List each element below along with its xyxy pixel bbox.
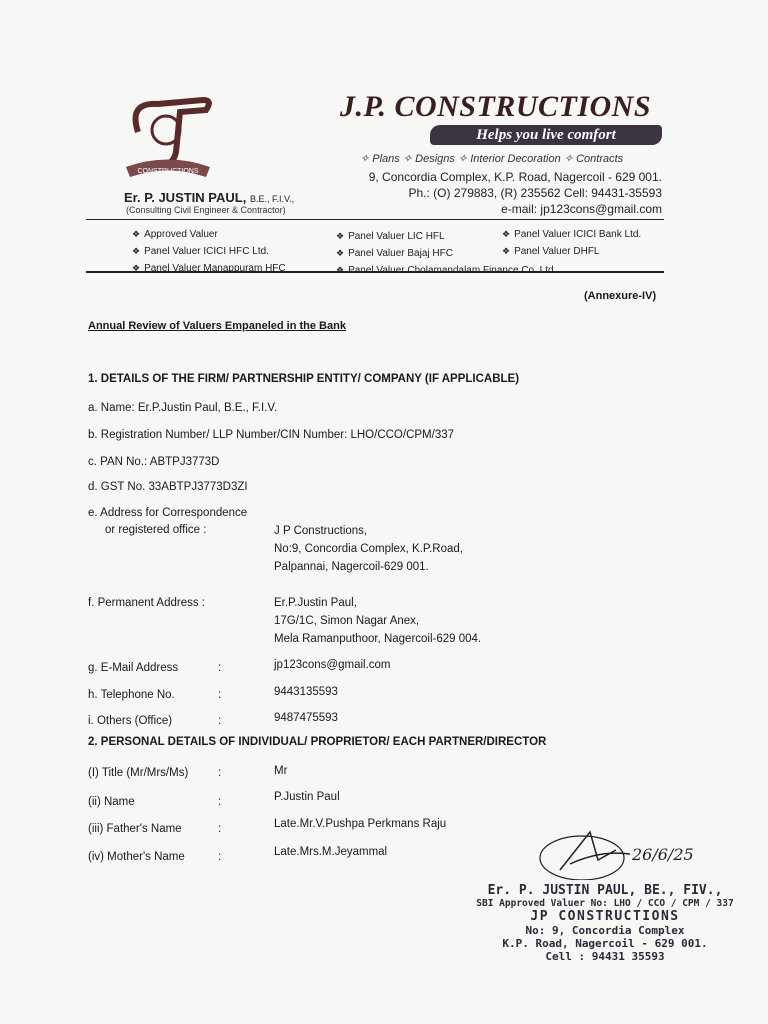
colon: : [218,823,222,835]
tagline: Helps you live comfort [430,125,662,145]
email-label: g. E-Mail Address [88,662,179,674]
service-item: Contracts [576,153,624,165]
mother-name-label: (iv) Mother's Name [88,851,185,863]
panel-item: Panel Valuer Manappuram HFC [144,263,286,274]
address-line: No:9, Concordia Complex, K.P.Road, [274,543,463,555]
father-name-label: (iii) Father's Name [88,823,182,835]
title-label: (I) Title (Mr/Mrs/Ms) [88,767,189,779]
divider [86,271,664,273]
stamp-line: JP CONSTRUCTIONS [530,909,680,924]
official-stamp [470,883,740,963]
engineer-name: Er. P. JUSTIN PAUL, B.E., F.I.V., [124,190,295,205]
panel-item: Panel Valuer ICICI HFC Ltd. [144,246,269,257]
person-name-value: P.Justin Paul [274,791,340,803]
letterhead-phone: Ph.: (O) 279883, (R) 235562 Cell: 94431-35593 [408,186,662,200]
section-1-heading: 1. DETAILS OF THE FIRM/ PARTNERSHIP ENTITY/ COMPANY (IF APPLICABLE) [88,373,520,385]
title-value: Mr [274,765,288,777]
father-name-value: Late.Mr.V.Pushpa Perkmans Raju [274,818,447,830]
address-line: Palpannai, Nagercoil-629 001. [274,561,429,573]
others-label: i. Others (Office) [88,715,173,727]
correspondence-address [274,522,463,576]
address-label: e. Address for Correspondence [88,507,248,519]
engineer-role: (Consulting Civil Engineer & Contractor) [126,205,286,215]
diamond-icon: ✧ [457,153,471,165]
email-value: jp123cons@gmail.com [274,659,391,671]
diamond-icon: ✧ [563,153,577,165]
letterhead-address: 9, Concordia Complex, K.P. Road, Nagercoil - 629 001. [368,170,662,184]
address-line: 17G/1C, Simon Nagar Anex, [274,615,420,627]
registration-number: b. Registration Number/ LLP Number/CIN Number: LHO/CCO/CPM/337 [88,429,455,441]
letterhead-email: e-mail: jp123cons@gmail.com [501,202,662,216]
stamp-line: K.P. Road, Nagercoil - 629 001. [502,937,708,950]
panel-col-2: ❖ Panel Valuer LIC HFL ❖ Panel Valuer Bajaj HFC ❖ Panel Valuer Cholamandalam Finance Co. Ltd. [336,231,557,276]
panel-item: Panel Valuer Bajaj HFC [348,248,453,259]
logo-label: CONSTRUCTIONS [137,168,199,175]
panel-col-3: ❖ Panel Valuer ICICI Bank Ltd. ❖ Panel Valuer DHFL [502,229,642,257]
panel-col-1: ❖ Approved Valuer ❖ Panel Valuer ICICI HFC Ltd. ❖ Panel Valuer Manappuram HFC [132,229,286,274]
stamp-line: No: 9, Concordia Complex [525,924,685,937]
service-item: Plans [372,153,400,165]
colon: : [218,689,222,701]
company-name: J.P. CONSTRUCTIONS [340,90,652,123]
service-item: Designs [415,153,455,165]
panel-item: Panel Valuer DHFL [514,246,600,257]
colon: : [218,662,222,674]
panel-item: Approved Valuer [144,229,218,240]
telephone-label: h. Telephone No. [88,689,175,701]
services-list [360,152,623,165]
permanent-address [274,594,481,648]
stamp-line: SBI Approved Valuer No: LHO / CCO / CPM / 337 [476,898,734,909]
panel-item: Panel Valuer ICICI Bank Ltd. [514,229,642,240]
stamp-line: Er. P. JUSTIN PAUL, BE., FIV., [487,883,723,898]
telephone-value: 9443135593 [274,686,338,698]
annexure-label: (Annexure-IV) [584,290,657,302]
panel-item: Panel Valuer LIC HFL [348,231,445,242]
review-title: Annual Review of Valuers Empaneled in the Bank [88,320,346,332]
signature-date: 26/6/25 [632,845,694,864]
person-name-label: (ii) Name [88,796,135,808]
permanent-address-label: f. Permanent Address : [88,597,205,609]
colon: : [218,796,222,808]
panel-item: Panel Valuer Cholamandalam Finance Co. Ltd. [348,265,557,276]
address-label-2: or registered office : [105,524,207,536]
stamp-line: Cell : 94431 35593 [545,950,665,963]
pan-number: c. PAN No.: ABTPJ3773D [88,456,220,468]
colon: : [218,851,222,863]
colon: : [218,715,222,727]
diamond-icon: ✧ [402,153,416,165]
service-item: Interior Decoration [470,153,561,165]
address-line: J P Constructions, [274,525,368,537]
address-line: Er.P.Justin Paul, [274,597,357,609]
mother-name-value: Late.Mrs.M.Jeyammal [274,846,388,858]
diamond-icon: ✧ [360,153,373,165]
handwritten-signature [520,820,700,880]
firm-name: a. Name: Er.P.Justin Paul, B.E., F.I.V. [88,402,278,414]
others-value: 9487475593 [274,712,338,724]
company-logo [118,92,218,184]
gst-number: d. GST No. 33ABTPJ3773D3ZI [88,481,248,493]
divider [86,219,664,220]
colon: : [218,767,222,779]
section-2-heading: 2. PERSONAL DETAILS OF INDIVIDUAL/ PROPRIETOR/ EACH PARTNER/DIRECTOR [88,736,547,748]
address-line: Mela Ramanputhoor, Nagercoil-629 004. [274,633,482,645]
